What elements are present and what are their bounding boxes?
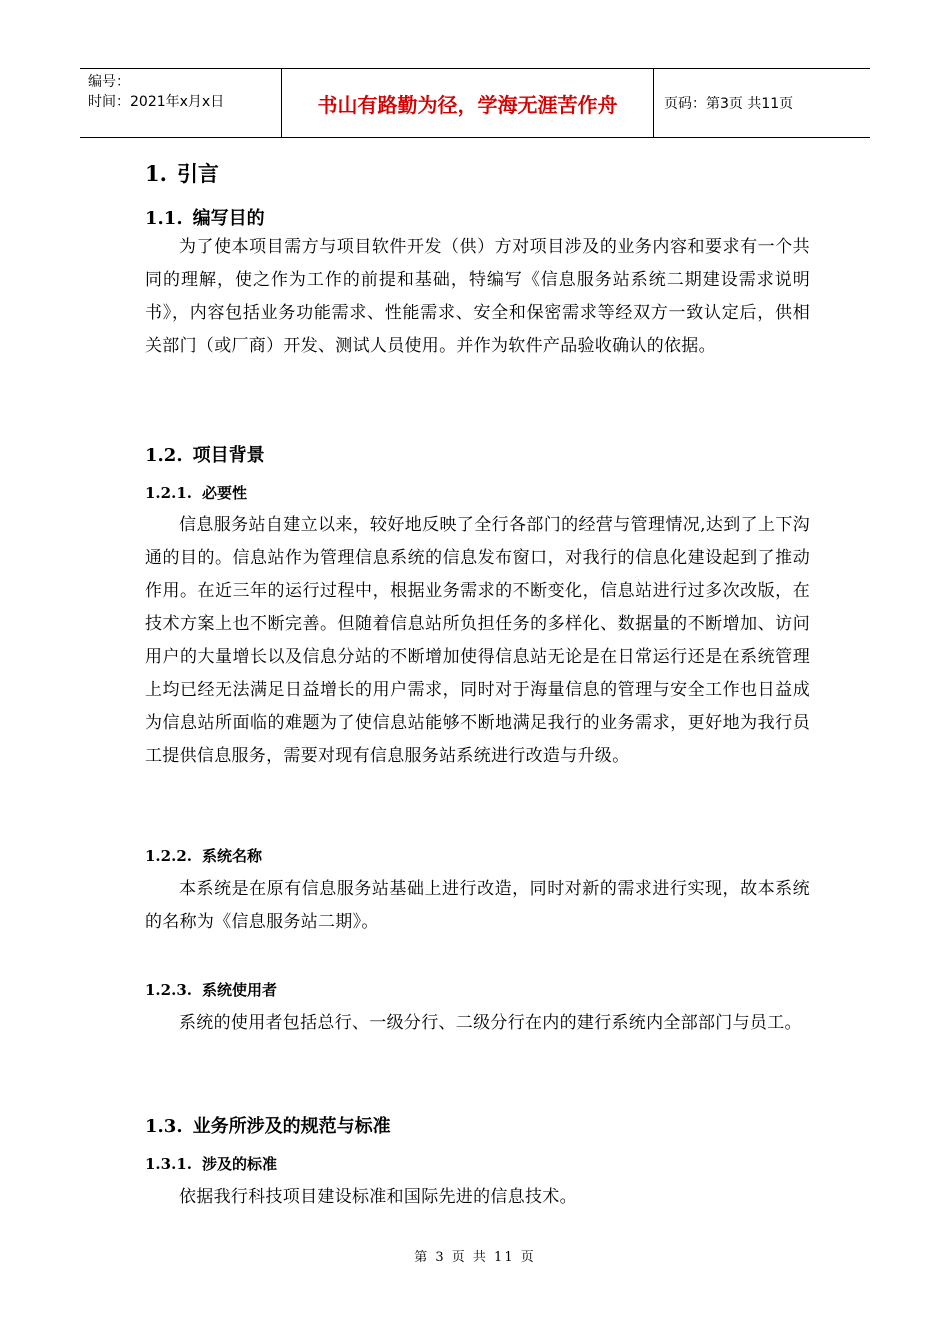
heading-1-1 [145,204,265,230]
header-id-label: 编号： [88,74,130,90]
header-meta [80,69,282,137]
heading-text: 系统使用者 [201,981,277,999]
heading-number: 1.1. [145,208,183,229]
paragraph-system-users: 系统的使用者包括总行、一级分行、二级分行在内的建行系统内全部部门与员工。 [179,1013,802,1033]
heading-1-2 [145,441,265,467]
heading-1-3-1 [145,1153,277,1174]
header-date-label: 时间：2021年x月x日 [88,94,225,110]
heading-1-2-3 [145,979,277,1000]
heading-text: 项目背景 [192,445,265,466]
heading-text: 涉及的标准 [201,1155,277,1173]
heading-number: 1.2.1. [145,484,192,502]
paragraph-purpose: 为了使本项目需方与项目软件开发（供）方对项目涉及的业务内容和要求有一个共同的理解，使之作为工作的前提和基础，特编写《信息服务站系统二期建设需求说明书》，内容包括业务功能需求、性能需求、安全和保密需求等经双方一致认定后，供相关部门（或厂商）开发、测试人员使用。并作为软件产品验收确认的依据。 [145,237,810,356]
heading-1-3 [145,1112,391,1138]
page-footer: 第 3 页 共 11 页 [414,1250,536,1265]
heading-number: 1.2.3. [145,981,192,999]
header-page-label: 页码：第3页 共11页 [664,96,794,112]
heading-number: 1.2. [145,445,183,466]
page-header [80,68,870,138]
heading-number: 1.2.2. [145,847,192,865]
heading-number: 1.3.1. [145,1155,192,1173]
heading-number: 1.3. [145,1116,183,1137]
header-motto: 书山有路勤为径，学海无涯苦作舟 [282,69,654,137]
heading-number: 1. [145,161,167,186]
heading-text: 必要性 [201,484,247,502]
heading-1-2-2 [145,845,262,866]
paragraph-standards: 依据我行科技项目建设标准和国际先进的信息技术。 [179,1187,577,1207]
paragraph-system-name: 本系统是在原有信息服务站基础上进行改造，同时对新的需求进行实现，故本系统的名称为《信息服务站二期》。 [145,879,810,932]
heading-text: 业务所涉及的规范与标准 [192,1116,391,1137]
heading-1 [145,158,219,188]
heading-text: 编写目的 [192,208,265,229]
paragraph-necessity: 信息服务站自建立以来，较好地反映了全行各部门的经营与管理情况,达到了上下沟通的目的。信息站作为管理信息系统的信息发布窗口，对我行的信息化建设起到了推动作用。在近三年的运行过程中，根据业务需求的不断变化，信息站进行过多次改版，在技术方案上也不断完善。但随着信息站所负担任务的多样化、数据量的不断增加、访问用户的大量增长以及信息分站的不断增加使得信息站无论是在日常运行还是在系统管理上均已经无法满足日益增长的用户需求，同时对于海量信息的管理与安全工作也日益成为信息站所面临的难题为了使信息站能够不断地满足我行的业务需求，更好地为我行员工提供信息服务，需要对现有信息服务站系统进行改造与升级。 [145,515,810,766]
heading-text: 系统名称 [201,847,262,865]
heading-1-2-1 [145,482,247,503]
heading-text: 引言 [176,162,219,186]
